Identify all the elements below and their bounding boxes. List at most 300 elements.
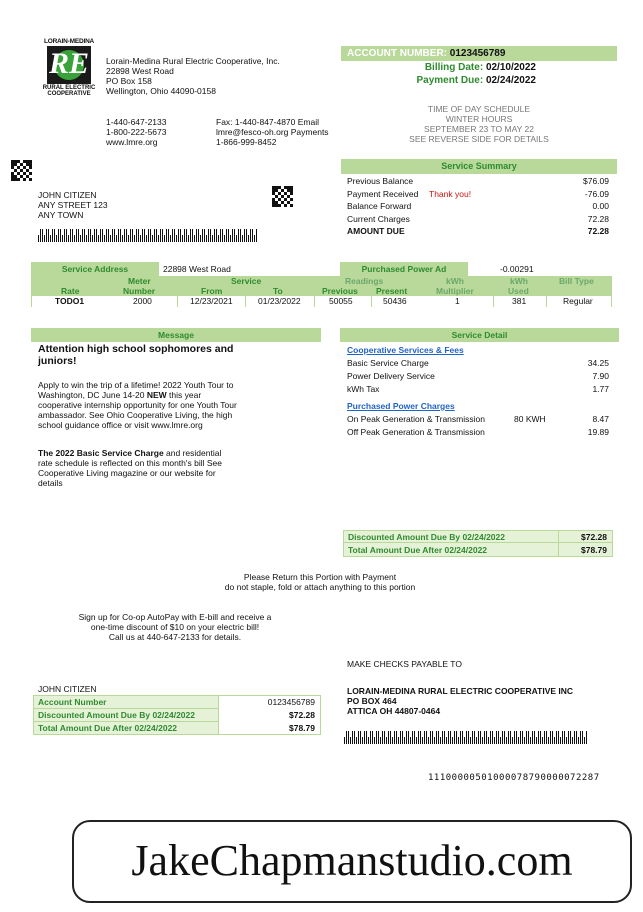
barcode-bar [498,731,499,744]
barcode-bar [394,731,395,744]
barcode-bar [474,731,475,744]
barcode-bar [202,229,203,242]
schedule-line-2: WINTER HOURS [445,114,513,124]
barcode-bar [142,229,143,242]
phone-1: 1-440-647-2133 [106,117,167,127]
barcode-bar [204,229,205,242]
hdr-from: From [201,286,223,296]
barcode-bar [192,229,193,242]
cell-previous: 50055 [329,296,353,306]
after-due-value: $78.79 [581,545,607,555]
barcode-bar [74,235,75,242]
barcode-bar [148,229,149,242]
barcode-bar [250,229,251,242]
barcode-bar [376,731,377,744]
meter-table [31,276,612,308]
barcode-bar [160,229,161,242]
barcode-bar [530,737,531,744]
barcode-bar [354,731,355,744]
barcode-bar [60,229,61,242]
barcode-bar [122,235,123,242]
micr-line: 11100000501000078790000072287 [428,773,600,783]
payable-city: ATTICA OH 44807-0464 [347,706,441,716]
barcode-bar [410,737,411,744]
hdr-number: Number [123,286,156,296]
barcode-bar [478,731,479,744]
stub-after-value: $78.79 [289,723,315,733]
barcode-bar [138,229,139,242]
barcode-bar [574,731,575,744]
barcode-bar [468,731,469,744]
barcode-bar [132,229,133,242]
qr-module [290,204,293,207]
ppa-value: -0.00291 [500,264,534,274]
barcode-bar [246,229,247,242]
billing-date-line [341,61,617,74]
barcode-bar [428,737,429,744]
barcode-bar [572,737,573,744]
schedule-line-4: SEE REVERSE SIDE FOR DETAILS [409,134,549,144]
barcode-bar [56,235,57,242]
barcode-bar [236,235,237,242]
message-section [31,328,321,488]
message-para1-a: Apply to win the trip of a lifetime! 2022 Youth Tour to Washington, DC June 14-20 [38,380,234,400]
barcode-bar [418,731,419,744]
barcode-bar [566,737,567,744]
barcode-bar [388,731,389,744]
barcode-bar [248,235,249,242]
barcode-bar [504,731,505,744]
barcode-bar [362,737,363,744]
watermark-box [72,820,632,903]
barcode-bar [564,731,565,744]
barcode-bar [480,731,481,744]
barcode-bar [524,737,525,744]
hdr-meter: Meter [128,276,151,286]
summary-value: 72.28 [587,213,609,224]
barcode-bar [350,737,351,744]
summary-label: Previous Balance [347,176,414,186]
detail-qty: 80 KWH [514,414,546,424]
barcode-bar [166,229,167,242]
barcode-bar [522,731,523,744]
barcode-bar [176,235,177,242]
schedule-line-3: SEPTEMBER 23 TO MAY 22 [424,124,534,134]
barcode-bar [130,229,131,242]
barcode-bar [400,731,401,744]
barcode-bar [180,229,181,242]
barcode-bar [506,737,507,744]
barcode-bar [344,737,345,744]
barcode-bar [412,731,413,744]
payment-due-value: 02/24/2022 [485,75,536,86]
hdr-kwh-1: kWh [446,276,464,286]
company-street: 22898 West Road [106,66,174,76]
barcode-bar [508,731,509,744]
hdr-present: Present [376,286,408,296]
barcode-bar [42,229,43,242]
stub-after-label: Total Amount Due After 02/24/2022 [38,723,178,733]
barcode-bar [162,229,163,242]
barcode-bar [82,229,83,242]
detail-label: kWh Tax [347,384,380,394]
barcode-bar [252,229,253,242]
discounted-value: $72.28 [581,532,607,542]
barcode-bar [116,235,117,242]
barcode-bar [106,229,107,242]
barcode-bar [156,229,157,242]
message-para1-new: NEW [146,390,167,400]
barcode-bar [38,235,39,242]
barcode-bar [126,229,127,242]
barcode-bar [518,737,519,744]
autopay-line-2: one-time discount of $10 on your electric bill! [90,622,260,632]
stub-discounted-value: $72.28 [289,710,315,720]
barcode-bar [472,731,473,744]
hdr-multiplier: Multiplier [436,286,474,296]
barcode-bar [438,731,439,744]
detail-value: 8.47 [592,414,609,424]
email-line: lmre@fesco-oh.org Payments [216,127,329,137]
barcode-bar [226,229,227,242]
summary-value: 72.28 [587,226,609,236]
barcode-bar [520,731,521,744]
barcode-bar [120,229,121,242]
barcode-bar [578,737,579,744]
qr-code-left [11,160,32,181]
return-notice [180,572,460,592]
barcode-bar [492,731,493,744]
barcode-bar [434,737,435,744]
summary-note: Thank you! [429,188,472,199]
autopay-line-1: Sign up for Co-op AutoPay with E-bill and receive a [78,612,272,622]
cell-used: 381 [512,296,527,306]
barcode-bar [352,731,353,744]
summary-label: Current Charges [347,213,410,224]
barcode-bar [114,229,115,242]
barcode-bar [372,731,373,744]
barcode-bar [346,731,347,744]
watermark-text: JakeChapmanstudio.com [131,836,573,885]
account-number-value: 0123456789 [449,48,506,59]
barcode-bar [386,737,387,744]
return-line-2: do not staple, fold or attach anything to this portion [224,582,416,592]
summary-label: AMOUNT DUE [347,226,405,236]
barcode-bar [152,235,153,242]
barcode-bar [140,235,141,242]
barcode-bar [562,731,563,744]
barcode-bar [582,731,583,744]
barcode-bar [536,737,537,744]
hdr-used: Used [508,286,529,296]
barcode-bar [164,235,165,242]
payable-address [347,686,573,716]
barcode-bar [78,229,79,242]
barcode-bar [584,737,585,744]
barcode-bar [194,235,195,242]
detail-label: Power Delivery Service [347,371,435,381]
billing-date-label: Billing Date: [424,62,484,73]
barcode-bar [458,737,459,744]
stub-discounted-label: Discounted Amount Due By 02/24/2022 [38,710,195,720]
coop-services-heading[interactable]: Cooperative Services & Fees [347,345,464,355]
barcode-bar [404,737,405,744]
barcode-bar [422,737,423,744]
barcode-bar [440,737,441,744]
barcode-bar [154,229,155,242]
barcode-bar [256,229,257,242]
barcode-bar [230,235,231,242]
website-link[interactable]: www.lmre.org [106,137,158,147]
coop-services-rows [340,358,619,397]
barcode-bar [108,229,109,242]
barcode-bar [144,229,145,242]
barcode-bar [546,731,547,744]
barcode-bar [462,731,463,744]
detail-value: 34.25 [587,358,609,368]
barcode-bar [128,235,129,242]
barcode-bar [488,737,489,744]
barcode-bar [44,235,45,242]
barcode-bar [90,229,91,242]
ppa-label: Purchased Power Ad [340,262,468,276]
hdr-rate: Rate [61,286,80,296]
barcode-bar [150,229,151,242]
barcode-bar [496,731,497,744]
barcode-bar [72,229,73,242]
barcode-bar [98,235,99,242]
barcode-bar [224,235,225,242]
detail-value: 7.90 [592,371,609,381]
barcode-bar [210,229,211,242]
payment-due-line [341,74,617,87]
barcode-bar [84,229,85,242]
barcode-bar [54,229,55,242]
barcode-bar [66,229,67,242]
hdr-readings: Readings [345,276,384,286]
cell-rate: TODO1 [55,296,85,306]
barcode-bar [442,731,443,744]
cell-to: 01/23/2022 [258,296,301,306]
message-headline: Attention high school sophomores and juniors! [38,343,234,367]
qr-code-mid [272,186,293,207]
barcode-bar [186,229,187,242]
barcode-bar [356,737,357,744]
barcode-bar [550,731,551,744]
barcode-bar [452,737,453,744]
after-due-row [343,543,613,557]
hdr-previous: Previous [322,286,358,296]
service-summary-rows [341,176,617,236]
stub-account-value: 0123456789 [267,697,315,707]
postal-barcode-bottom [344,731,587,744]
schedule-line-1: TIME OF DAY SCHEDULE [427,104,531,114]
barcode-bar [556,731,557,744]
barcode-bar [500,737,501,744]
barcode-bar [46,229,47,242]
cell-multiplier: 1 [455,296,460,306]
company-pobox: PO Box 158 [106,76,152,86]
barcode-bar [548,737,549,744]
barcode-bar [110,235,111,242]
meter-header-bottom [31,286,612,296]
barcode-bar [476,737,477,744]
barcode-bar [48,229,49,242]
barcode-bar [76,229,77,242]
barcode-bar [218,235,219,242]
billing-date-value: 02/10/2022 [485,62,536,73]
hdr-service: Service [231,276,262,286]
barcode-bar [390,731,391,744]
barcode-bar [382,731,383,744]
payable-name: LORAIN-MEDINA RURAL ELECTRIC COOPERATIVE INC [347,686,574,696]
barcode-bar [502,731,503,744]
barcode-bar [234,229,235,242]
barcode-bar [424,731,425,744]
company-contacts [216,117,329,147]
barcode-bar [190,229,191,242]
detail-value: 1.77 [592,384,609,394]
purchased-power-heading[interactable]: Purchased Power Charges [347,401,455,411]
payable-label: MAKE CHECKS PAYABLE TO [347,659,462,669]
autopay-line-3: Call us at 440-647-2133 for details. [108,632,242,642]
service-detail-title: Service Detail [340,328,619,342]
barcode-bar [124,229,125,242]
barcode-bar [544,731,545,744]
cell-number: 2000 [133,296,152,306]
company-name: Lorain-Medina Rural Electric Cooperative, Inc. [106,56,280,66]
fax-line: Fax: 1-440-847-4870 Email [216,117,320,127]
barcode-bar [460,731,461,744]
barcode-bar [52,229,53,242]
barcode-bar [396,731,397,744]
detail-label: Basic Service Charge [347,358,429,368]
service-summary [341,159,617,236]
after-due-label: Total Amount Due After 02/24/2022 [348,545,488,555]
summary-label: Payment Received [347,188,419,199]
barcode-bar [384,731,385,744]
message-para2-bold: The 2022 Basic Service Charge [38,448,164,458]
cell-present: 50436 [383,296,407,306]
barcode-bar [510,731,511,744]
barcode-bar [92,235,93,242]
barcode-bar [118,229,119,242]
barcode-bar [188,235,189,242]
barcode-bar [70,229,71,242]
barcode-bar [576,731,577,744]
barcode-bar [94,229,95,242]
barcode-bar [370,731,371,744]
barcode-bar [100,229,101,242]
barcode-bar [182,235,183,242]
summary-value: -76.09 [584,188,609,199]
barcode-bar [200,235,201,242]
barcode-bar [220,229,221,242]
service-address-label: Service Address [31,262,159,276]
barcode-bar [526,731,527,744]
barcode-bar [168,229,169,242]
barcode-bar [178,229,179,242]
barcode-bar [242,235,243,242]
barcode-bar [532,731,533,744]
barcode-bar [420,731,421,744]
meter-header-top [31,276,612,286]
logo-mark [47,46,91,84]
barcode-bar [378,731,379,744]
barcode-bar [208,229,209,242]
barcode-bar [222,229,223,242]
cell-bill-type: Regular [563,296,593,306]
barcode-bar [570,731,571,744]
hdr-bill-type: Bill Type [559,276,594,286]
payment-due-label: Payment Due: [416,75,484,86]
barcode-bar [80,235,81,242]
barcode-bar [402,731,403,744]
logo-bottom-text-1: RURAL ELECTRIC [42,85,96,91]
barcode-bar [432,731,433,744]
summary-value: $76.09 [583,176,609,186]
barcode-bar [456,731,457,744]
barcode-bar [554,737,555,744]
barcode-bar [184,229,185,242]
barcode-bar [58,229,59,242]
account-number-bar [341,46,617,61]
company-logo [40,38,98,104]
service-detail [340,328,619,440]
barcode-bar [68,235,69,242]
account-box [341,46,617,88]
detail-label: On Peak Generation & Transmission [347,414,485,424]
barcode-bar [534,731,535,744]
discounted-row [343,530,613,543]
barcode-bar [406,731,407,744]
barcode-bar [348,731,349,744]
logo-top-text: LORAIN-MEDINA [43,38,95,45]
hdr-kwh-2: kWh [510,276,528,286]
barcode-bar [240,229,241,242]
barcode-bar [62,235,63,242]
barcode-bar [228,229,229,242]
payments-phone: 1-866-999-8452 [216,137,277,147]
service-summary-title: Service Summary [341,159,617,174]
barcode-bar [136,229,137,242]
barcode-bar [414,731,415,744]
barcode-bar [196,229,197,242]
company-city: Wellington, Ohio 44090-0158 [106,86,216,96]
barcode-bar [484,731,485,744]
phone-2: 1-800-222-5673 [106,127,167,137]
tod-schedule [385,104,573,144]
message-para1-b: this year cooperative internship opportunity for one Youth Tour ambassador. See Ohio Cooperative Living, the high school guidance office or visit www.lmre.org [38,390,237,430]
barcode-bar [470,737,471,744]
barcode-bar [364,731,365,744]
message-title: Message [31,328,321,342]
return-line-1: Please Return this Portion with Payment [243,572,397,582]
barcode-bar [380,737,381,744]
barcode-bar [368,737,369,744]
barcode-bar [580,731,581,744]
message-para2-rest: and residential rate schedule is reflected on this month's bill See Cooperative Living magazine or our website for details [38,448,222,488]
stub-box [33,695,321,735]
meter-row-dividers [31,296,612,307]
barcode-bar [104,235,105,242]
hdr-to: To [273,286,283,296]
barcode-bar [416,737,417,744]
autopay-promo [60,612,290,642]
detail-value: 19.89 [587,427,609,437]
barcode-bar [466,731,467,744]
barcode-bar [174,229,175,242]
